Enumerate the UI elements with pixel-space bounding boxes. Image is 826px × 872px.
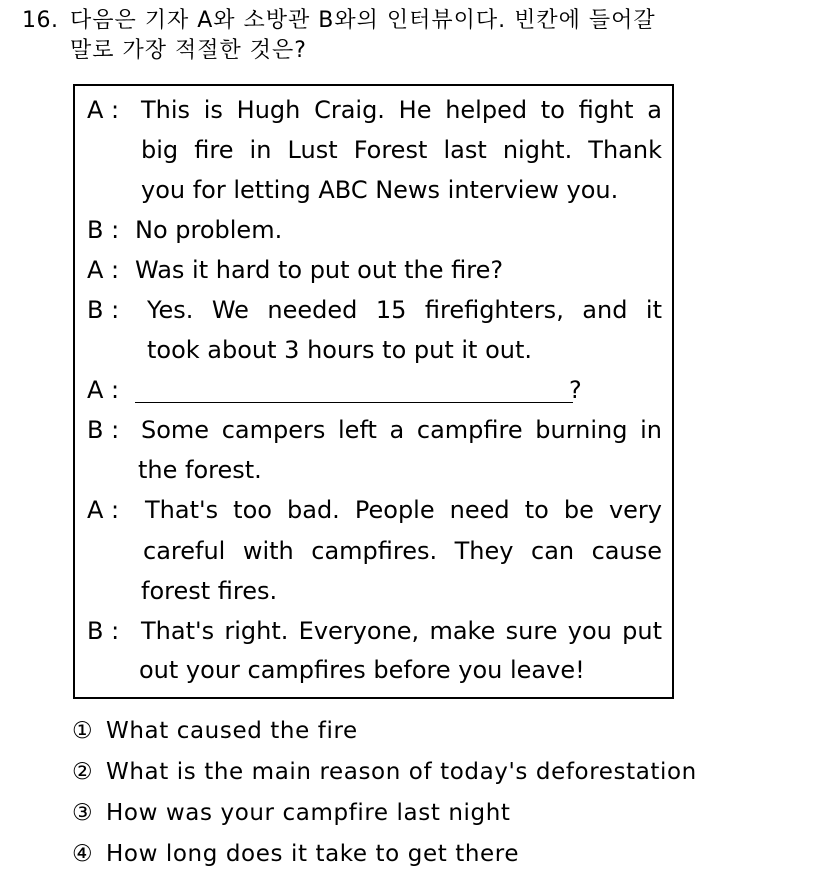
speaker-label: B : [87,617,120,645]
blank-question-mark: ? [569,376,582,404]
option-marker: ② [72,759,94,785]
speaker-label: B : [87,416,120,444]
dialogue-text: out your campfires before you leave! [139,656,585,684]
dialogue-text: No problem. [135,216,283,244]
dialogue-text: big fire in Lust Forest last night. Thank [141,136,662,164]
dialogue-box [73,84,674,699]
dialogue-line [75,370,672,410]
dialogue-text: you for letting ABC News interview you. [141,176,619,204]
dialogue-text: Was it hard to put out the fire? [135,256,504,284]
dialogue-line [75,531,672,571]
dialogue-text: the forest. [138,456,262,484]
dialogue-text: That's too bad. People need to be very [145,496,662,524]
option-text: What is the main reason of today's deforestation [106,759,697,785]
answer-blank [135,402,573,403]
dialogue-line [75,490,672,530]
option-marker: ③ [72,800,94,826]
dialogue-line [75,130,672,170]
speaker-label: A : [87,256,120,284]
dialogue-line [75,450,672,490]
speaker-label: B : [87,296,120,324]
question-number: 16. [22,8,59,33]
option-text: How long does it take to get there [106,841,520,867]
answer-option-3[interactable] [72,795,511,831]
dialogue-line [75,650,672,690]
dialogue-line [75,290,672,330]
option-marker: ① [72,718,94,744]
dialogue-line [75,90,672,130]
answer-option-1[interactable] [72,713,358,749]
option-text: How was your campfire last night [106,800,511,826]
dialogue-line [75,611,672,651]
speaker-label: B : [87,216,120,244]
question-text-line-1: 다음은 기자 A와 소방관 B와의 인터뷰이다. 빈칸에 들어갈 [70,8,656,33]
answer-option-2[interactable] [72,754,697,790]
dialogue-text: careful with campfires. They can cause [143,537,662,565]
dialogue-line [75,571,672,611]
dialogue-line [75,330,672,370]
dialogue-text: This is Hugh Craig. He helped to fight a [141,96,662,124]
question-text-line-2: 말로 가장 적절한 것은? [70,38,307,63]
speaker-label: A : [87,96,120,124]
dialogue-text: took about 3 hours to put it out. [147,336,533,364]
option-text: What caused the fire [106,718,358,744]
dialogue-line [75,410,672,450]
question-text [70,6,770,66]
dialogue-line [75,210,672,250]
dialogue-text: That's right. Everyone, make sure you put [141,617,662,645]
dialogue-line [75,250,672,290]
dialogue-text: forest fires. [141,577,278,605]
dialogue-text: Yes. We needed 15 firefighters, and it [147,296,662,324]
speaker-label: A : [87,376,120,404]
speaker-label: A : [87,496,120,524]
option-marker: ④ [72,841,94,867]
dialogue-line [75,170,672,210]
dialogue-text: Some campers left a campfire burning in [141,416,662,444]
answer-option-4[interactable] [72,836,519,872]
